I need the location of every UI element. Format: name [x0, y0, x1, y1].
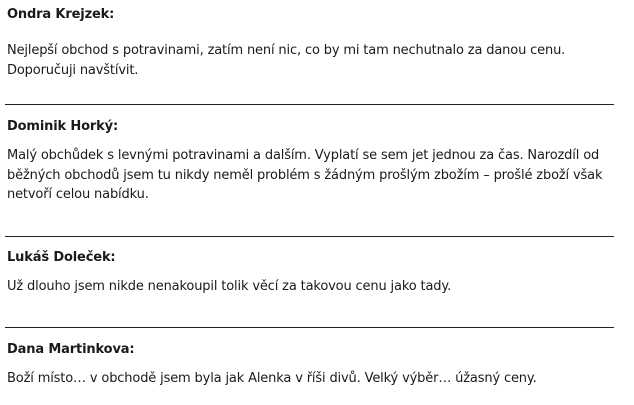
review-author: Ondra Krejzek: [7, 7, 115, 22]
review-text: Nejlepší obchod s potravinami, zatím není nic, co by mi tam nechutnalo za danou cenu. Doporučuji navštívit. [7, 43, 566, 78]
review-author: Lukáš Doleček: [7, 250, 116, 265]
review-author: Dominik Horký: [7, 119, 119, 134]
review-item [7, 341, 613, 389]
review-divider [5, 104, 614, 105]
review-item [7, 6, 613, 80]
review-divider [5, 327, 614, 328]
review-author: Dana Martinkova: [7, 342, 135, 357]
review-item [7, 118, 613, 205]
review-divider [5, 236, 614, 237]
review-item [7, 249, 613, 297]
review-text: Boží místo… v obchodě jsem byla jak Alenka v říši divů. Velký výběr… úžasný ceny. [7, 371, 537, 386]
review-text: Už dlouho jsem nikde nenakoupil tolik věcí za takovou cenu jako tady. [7, 279, 452, 294]
review-text: Malý obchůdek s levnými potravinami a dalším. Vyplatí se sem jet jednou za čas. Narozdíl od běžných obchodů jsem tu nikdy neměl problém s žádným prošlým zbožím – prošlé zboží však netvoří celou nabídku. [7, 148, 603, 203]
